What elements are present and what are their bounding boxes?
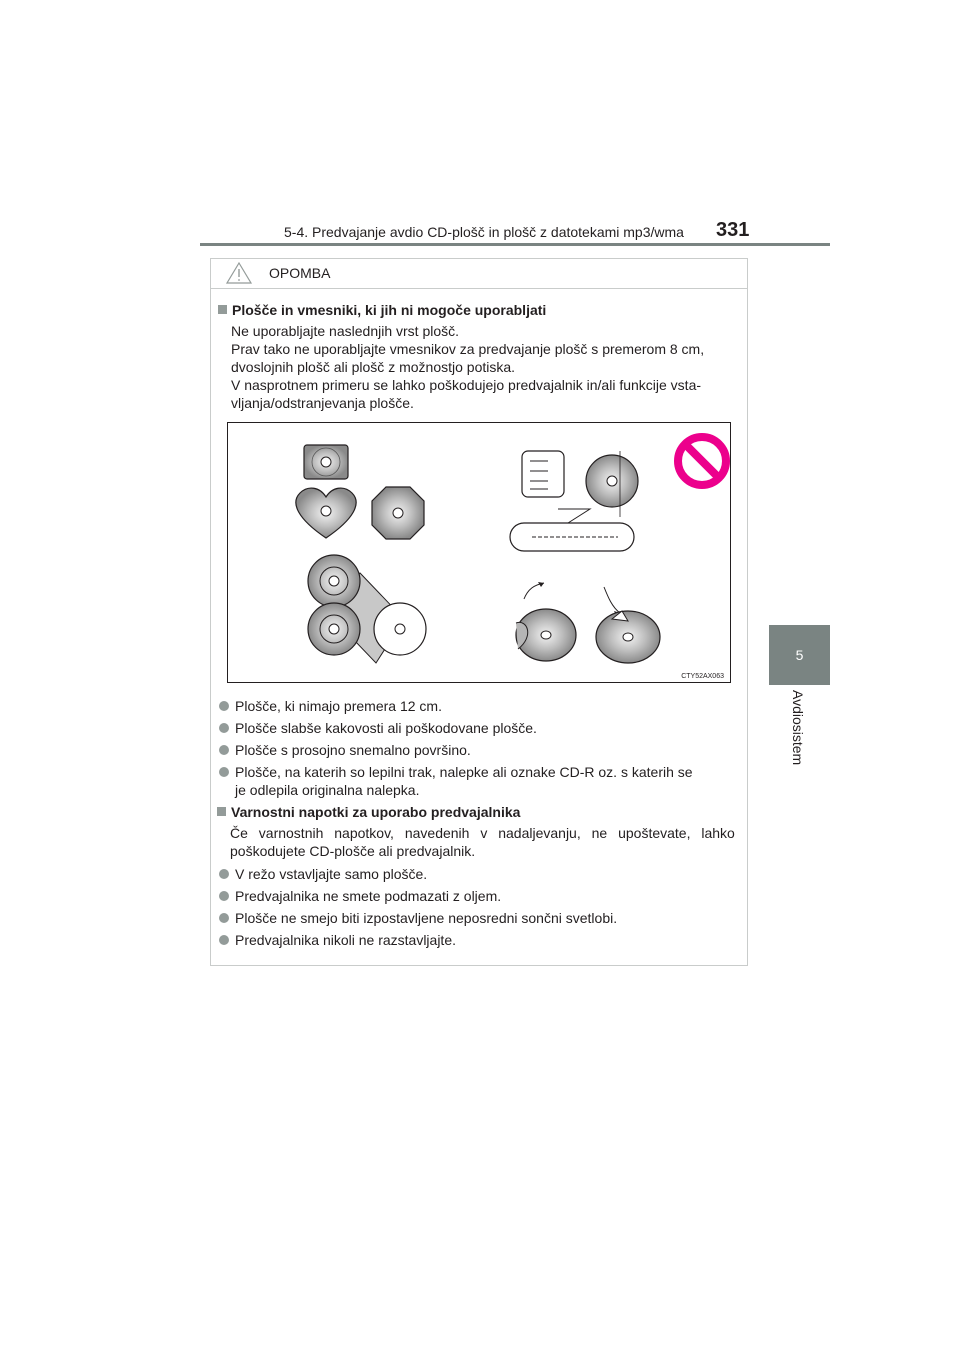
bullet-dot-icon (219, 935, 229, 945)
chapter-label: Avdiosistem (790, 690, 806, 766)
adapter-discs-icon (308, 555, 426, 663)
notice-header (211, 259, 747, 289)
figure-code: CTY52AX063 (681, 673, 724, 680)
prohibited-sign-icon (678, 437, 726, 485)
label-peeling-detail-icon (510, 451, 638, 551)
page-number: 331 (716, 219, 750, 241)
octagon-disc-icon (372, 487, 424, 539)
heart-disc-icon (296, 488, 356, 538)
bullet-dot-icon (219, 723, 229, 733)
bullet-dot-icon (219, 891, 229, 901)
unusable-discs-illustration (227, 422, 731, 683)
header-rule (200, 243, 830, 246)
discs-illustration (228, 423, 730, 682)
section-title: 5-4. Predvajanje avdio CD-plošč in plošč z datotekami mp3/wma (284, 224, 684, 240)
bullet-dot-icon (219, 913, 229, 923)
square-bullet-icon (217, 807, 226, 816)
section-heading-safety-tips: Varnostni napotki za uporabo predvajalnika (217, 803, 520, 821)
square-bullet-icon (218, 305, 227, 314)
bullet-dot-icon (219, 869, 229, 879)
warped-disc-icon (516, 582, 576, 661)
bullet-dot-icon (219, 767, 229, 777)
square-disc-icon (304, 445, 348, 479)
chapter-tab: 5 (769, 625, 830, 685)
section-paragraph: Ne uporabljajte naslednjih vrst plošč. Prav tako ne uporabljajte vmesnikov za predvajanje plošč s premerom 8 cm, dvoslojnih plošč ali plošč z možnostjo potiska. V nasprotnem primeru se lahko poškodujejo predvajalnik in/ali funkcije vsta- vljanja/odstranjevanja plošče. (231, 323, 705, 411)
cracked-disc-icon (596, 587, 660, 663)
bullet-dot-icon (219, 701, 229, 711)
section-heading-unusable-discs: Plošče in vmesniki, ki jih ni mogoče uporabljati (218, 301, 546, 319)
warning-triangle-icon (225, 261, 253, 285)
bullet-dot-icon (219, 745, 229, 755)
notice-title: OPOMBA (269, 265, 331, 281)
section-paragraph: Če varnostnih napotkov, navedenih v nadaljevanju, ne upoštevate, lahko poškodujete CD-plošče ali predvajalnik. (230, 825, 735, 859)
